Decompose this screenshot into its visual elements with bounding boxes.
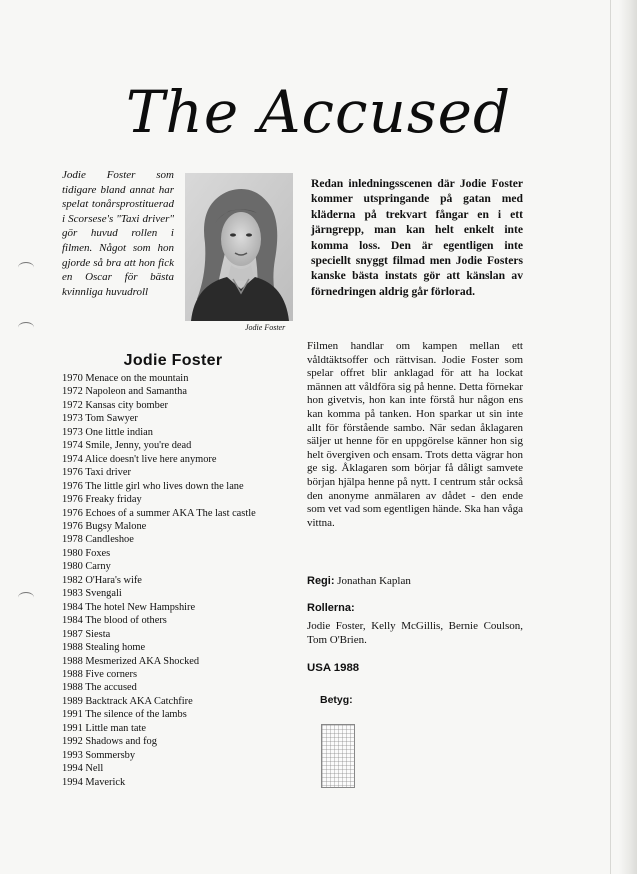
origin-year: USA 1988 <box>307 662 360 674</box>
filmography-item: 1976 Echoes of a summer AKA The last castle <box>62 507 256 519</box>
filmography-item: 1984 The hotel New Hampshire <box>62 601 196 613</box>
filmography-item: 1972 Kansas city bomber <box>62 399 168 411</box>
filmography-item: 1974 Alice doesn't live here anymore <box>62 453 217 465</box>
intro-caption: Jodie Foster som tidigare bland annat har spelat tonårsprostituerad i Scorsese's "Taxi driver" gör huvud rollen i filmen. Något som hon gjorde så bra att hon fick en Oscar för bästa kvinnliga huvudroll <box>62 169 174 298</box>
filmography-item: 1994 Maverick <box>62 776 126 788</box>
filmography-item: 1989 Backtrack AKA Catchfire <box>62 695 193 707</box>
filmography-item: 1987 Siesta <box>62 628 111 640</box>
filmography-item: 1980 Carny <box>62 561 111 573</box>
director-name: Jonathan Kaplan <box>337 575 411 587</box>
filmography-item: 1988 Stealing home <box>62 642 146 654</box>
filmography-item: 1991 The silence of the lambs <box>62 709 187 721</box>
filmography-item: 1980 Foxes <box>62 547 111 559</box>
body-paragraph: Filmen handlar om kampen mellan ett våldtäktsoffer och rättvisan. Jodie Foster som spelar offret blir anklagad för att ha lockat männen att våldföra sig på henne. Detta förnekar hon givetvis, hon kan inte förstå hur någon ens kan komma på tanken. Hon sparkar ut sin inte allt för förstående sambo. När sedan åklagaren säljer ut henne för en uppgörelse känner hon sig helt övergiven och ensam. Trots detta vägrar hon ge sig. Åklagaren som börjar få dåligt samvete början hjälpa henne på nytt. I centrum står också den anonyme anmälaren av dådet - den ende som vet vad som egentligen hände. Ska han våga vittna. <box>307 340 523 529</box>
filmography-item: 1984 The blood of others <box>62 615 167 627</box>
filmography-item: 1978 Candleshoe <box>62 534 134 546</box>
lead-paragraph: Redan inledningsscenen där Jodie Foster kommer utspringande på gatan med kläderna på trekvart fångar en i ett järngrepp, man kan helt enkelt inte komma loss. Den är egentligen inte speciellt snyggt filmad men Jodie Fosters kanske bästa instats gör att känslan av förnedringen aldrig går förlorad. <box>311 177 523 298</box>
photo-credit: Jodie Foster <box>245 323 286 332</box>
filmography-item: 1988 Mesmerized AKA Shocked <box>62 655 200 667</box>
actor-photo <box>185 173 293 321</box>
filmography-item: 1974 Smile, Jenny, you're dead <box>62 440 192 452</box>
rating-box <box>321 724 355 788</box>
binder-hole-mark <box>18 322 34 333</box>
filmography-item: 1994 Nell <box>62 763 104 775</box>
cast-label: Rollerna: <box>307 602 355 614</box>
filmography-item: 1988 Five corners <box>62 668 138 680</box>
filmography-item: 1973 One little indian <box>62 426 153 438</box>
portrait-image <box>185 173 293 321</box>
filmography-item: 1976 Bugsy Malone <box>62 520 147 532</box>
rating-label: Betyg: <box>320 694 353 706</box>
director-credit <box>307 575 411 587</box>
filmography-item: 1991 Little man tate <box>62 722 146 734</box>
filmography-item: 1976 Taxi driver <box>62 467 131 479</box>
page-title: The Accused <box>125 78 512 146</box>
filmography-item: 1983 Svengali <box>62 588 122 600</box>
filmography-item: 1993 Sommersby <box>62 749 136 761</box>
filmography-item: 1973 Tom Sawyer <box>62 413 138 425</box>
cast-list: Jodie Foster, Kelly McGillis, Bernie Coulson, Tom O'Brien. <box>307 620 523 646</box>
filmography-item: 1992 Shadows and fog <box>62 736 157 748</box>
filmography-item: 1982 O'Hara's wife <box>62 574 142 586</box>
filmography-item: 1972 Napoleon and Samantha <box>62 386 187 398</box>
filmography-item: 1976 The little girl who lives down the lane <box>62 480 244 492</box>
filmography-list <box>62 372 302 789</box>
binder-hole-mark <box>18 592 34 603</box>
filmography-heading: Jodie Foster <box>123 352 223 369</box>
binder-hole-mark <box>18 262 34 273</box>
filmography-item: 1988 The accused <box>62 682 137 694</box>
filmography-item: 1970 Menace on the mountain <box>62 373 189 384</box>
director-label: Regi: <box>307 575 335 587</box>
filmography-item: 1976 Freaky friday <box>62 494 142 506</box>
